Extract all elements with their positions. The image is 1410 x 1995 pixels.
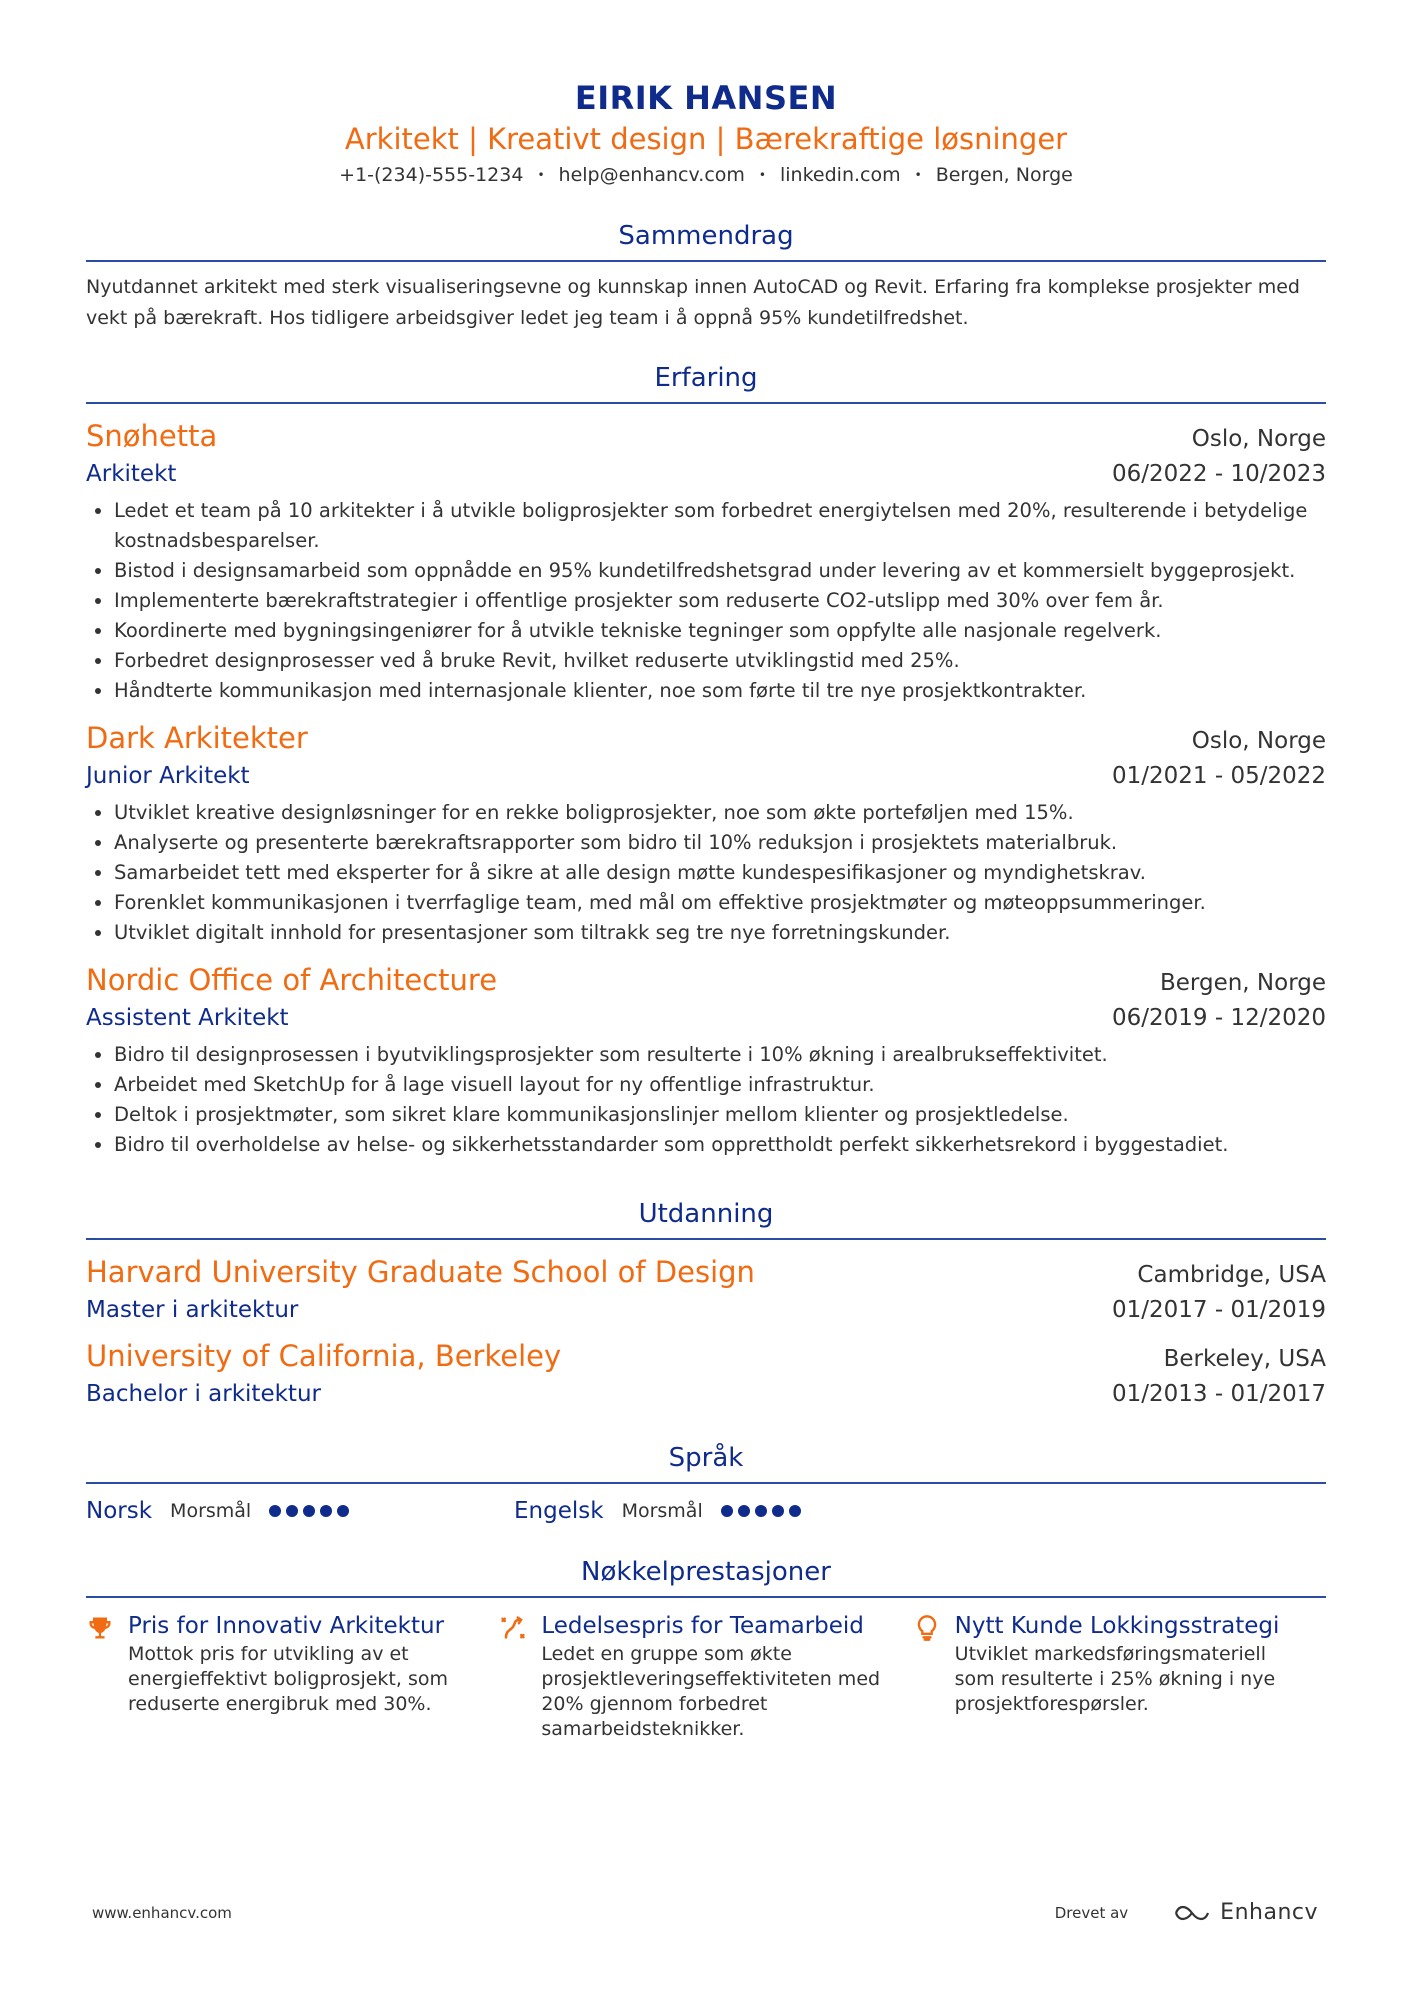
bullet-item: • Samarbeidet tett med eksperter for å sikre at alle design møtte kundespesifikasjoner og myndighetskrav. (114, 858, 1326, 888)
page-footer (92, 1900, 1318, 1925)
languages-list (86, 1494, 1326, 1528)
bullet-item: • Arbeidet med SketchUp for å lage visuell layout for ny offentlige infrastruktur. (114, 1070, 1326, 1100)
trophy-icon (86, 1610, 128, 1742)
rating-dot (269, 1505, 281, 1517)
job-role: Junior Arkitekt (86, 763, 250, 789)
achievement-desc: Ledet en gruppe som økte prosjektleveringseffektiviteten med 20% gjennom forbedret samarbeidsteknikker. (541, 1643, 881, 1740)
job-company: Dark Arkitekter (86, 721, 308, 755)
rating-dot (738, 1505, 750, 1517)
education-degree: Bachelor i arkitektur (86, 1381, 321, 1407)
candidate-tagline: Arkitekt | Kreativt design | Bærekraftige løsninger (344, 122, 1068, 156)
achievement-item (913, 1610, 1326, 1742)
rating-dot (755, 1505, 767, 1517)
contact-phone: +1-(234)-555-1234 (339, 164, 524, 186)
achievement-desc: Utviklet markedsføringsmateriell som resulterte i 25% økning i nye prosjektforespørsler. (954, 1643, 1276, 1715)
contact-linkedin[interactable]: linkedin.com (779, 164, 901, 186)
education-entry (86, 1336, 1326, 1412)
separator-dot: • (537, 168, 545, 182)
bullet-item: • Deltok i prosjektmøter, som sikret klare kommunikasjonslinjer mellom klienter og prosjektledelse. (114, 1100, 1326, 1130)
powered-by-label: Drevet av (1054, 1903, 1129, 1922)
section-title-achievements: Nøkkelprestasjoner (86, 1554, 1326, 1598)
lightbulb-icon (913, 1610, 955, 1742)
job-bullets (86, 798, 1326, 948)
job-bullets (86, 1040, 1326, 1160)
job-dates: 06/2022 - 10/2023 (1111, 461, 1326, 487)
separator-dot: • (758, 168, 766, 182)
resume-page (86, 78, 1326, 1742)
bullet-item: • Utviklet kreative designløsninger for en rekke boligprosjekter, noe som økte porteføljen med 15%. (114, 798, 1326, 828)
rating-dot (286, 1505, 298, 1517)
language-rating (721, 1505, 806, 1517)
language-name: Norsk (86, 1498, 153, 1524)
education-location: Berkeley, USA (1163, 1346, 1326, 1372)
bullet-item: • Forenklet kommunikasjonen i tverrfaglige team, med mål om effektive prosjektmøter og møteoppsummeringer. (114, 888, 1326, 918)
job-entry (86, 416, 1326, 706)
job-company: Snøhetta (86, 419, 218, 453)
job-role: Assistent Arkitekt (86, 1005, 289, 1031)
rating-dot (789, 1505, 801, 1517)
enhancv-logo-icon (1172, 1902, 1212, 1924)
section-title-education: Utdanning (86, 1196, 1326, 1240)
language-rating (269, 1505, 354, 1517)
section-title-languages: Språk (86, 1440, 1326, 1484)
job-location: Bergen, Norge (1159, 970, 1326, 996)
language-level: Morsmål (621, 1500, 703, 1522)
education-entry (86, 1252, 1326, 1328)
job-entry (86, 960, 1326, 1160)
achievement-desc: Mottok pris for utvikling av et energieffektivt boligprosjekt, som reduserte energibruk med 30%. (128, 1643, 448, 1715)
job-company: Nordic Office of Architecture (86, 963, 498, 997)
job-location: Oslo, Norge (1191, 426, 1326, 452)
job-entry (86, 718, 1326, 948)
bullet-item: • Analyserte og presenterte bærekraftsrapporter som bidro til 10% reduksjon i prosjektets materialbruk. (114, 828, 1326, 858)
contact-location: Bergen, Norge (935, 164, 1073, 186)
achievements-list (86, 1610, 1326, 1742)
achievements-section (86, 1554, 1326, 1742)
achievement-title: Nytt Kunde Lokkingsstrategi (954, 1613, 1280, 1639)
language-item (514, 1498, 942, 1524)
achievement-item (86, 1610, 499, 1742)
summary-text: Nyutdannet arkitekt med sterk visualiseringsevne og kunnskap innen AutoCAD og Revit. Erfaring fra komplekse prosjekter med vekt på bærekraft. Hos tidligere arbeidsgiver ledet jeg team i å oppnå 95% kundetilfredshet. (86, 276, 1300, 329)
contact-email[interactable]: help@enhancv.com (558, 164, 745, 186)
strategy-icon (499, 1610, 541, 1742)
job-dates: 01/2021 - 05/2022 (1111, 763, 1326, 789)
bullet-item: • Implementerte bærekraftstrategier i offentlige prosjekter som reduserte CO2-utslipp med 30% over fem år. (114, 586, 1326, 616)
candidate-name: EIRIK HANSEN (574, 79, 838, 117)
section-title-summary: Sammendrag (86, 218, 1326, 262)
bullet-item: • Håndterte kommunikasjon med internasjonale klienter, noe som førte til tre nye prosjektkontrakter. (114, 676, 1326, 706)
achievement-title: Pris for Innovativ Arkitektur (128, 1613, 445, 1639)
rating-dot (320, 1505, 332, 1517)
education-degree: Master i arkitektur (86, 1297, 299, 1323)
achievement-title: Ledelsespris for Teamarbeid (541, 1613, 864, 1639)
education-dates: 01/2017 - 01/2019 (1111, 1297, 1326, 1323)
rating-dot (772, 1505, 784, 1517)
footer-branding (1055, 1900, 1318, 1925)
job-bullets (86, 496, 1326, 706)
job-role: Arkitekt (86, 461, 177, 487)
job-location: Oslo, Norge (1191, 728, 1326, 754)
contact-line (86, 160, 1326, 190)
achievement-item (499, 1610, 912, 1742)
language-item (86, 1498, 514, 1524)
language-level: Morsmål (170, 1500, 252, 1522)
rating-dot (721, 1505, 733, 1517)
footer-url[interactable]: www.enhancv.com (92, 1903, 232, 1922)
experience-section (86, 360, 1326, 1160)
job-dates: 06/2019 - 12/2020 (1111, 1005, 1326, 1031)
education-dates: 01/2013 - 01/2017 (1111, 1381, 1326, 1407)
bullet-item: • Koordinerte med bygningsingeniører for å utvikle tekniske tegninger som oppfylte alle nasjonale regelverk. (114, 616, 1326, 646)
bullet-item: • Bistod i designsamarbeid som oppnådde en 95% kundetilfredshetsgrad under levering av et kommersielt byggeprosjekt. (114, 556, 1326, 586)
separator-dot: • (914, 168, 922, 182)
resume-header (86, 78, 1326, 190)
bullet-item: • Forbedret designprosesser ved å bruke Revit, hvilket reduserte utviklingstid med 25%. (114, 646, 1326, 676)
bullet-item: • Utviklet digitalt innhold for presentasjoner som tiltrakk seg tre nye forretningskunder. (114, 918, 1326, 948)
language-name: Engelsk (514, 1498, 604, 1524)
bullet-item: • Bidro til overholdelse av helse- og sikkerhetsstandarder som opprettholdt perfekt sikkerhetsrekord i byggestadiet. (114, 1130, 1326, 1160)
education-school: Harvard University Graduate School of Design (86, 1255, 755, 1289)
section-title-experience: Erfaring (86, 360, 1326, 404)
brand-name: Enhancv (1220, 1900, 1318, 1925)
education-location: Cambridge, USA (1137, 1262, 1326, 1288)
rating-dot (337, 1505, 349, 1517)
bullet-item: • Bidro til designprosessen i byutviklingsprosjekter som resulterte i 10% økning i arealbrukseffektivitet. (114, 1040, 1326, 1070)
languages-section (86, 1440, 1326, 1528)
education-section (86, 1196, 1326, 1412)
bullet-item: • Ledet et team på 10 arkitekter i å utvikle boligprosjekter som forbedret energiytelsen med 20%, resulterende i betydelige kostnadsbesparelser. (114, 496, 1326, 556)
rating-dot (303, 1505, 315, 1517)
education-school: University of California, Berkeley (86, 1339, 562, 1373)
summary-section (86, 218, 1326, 334)
